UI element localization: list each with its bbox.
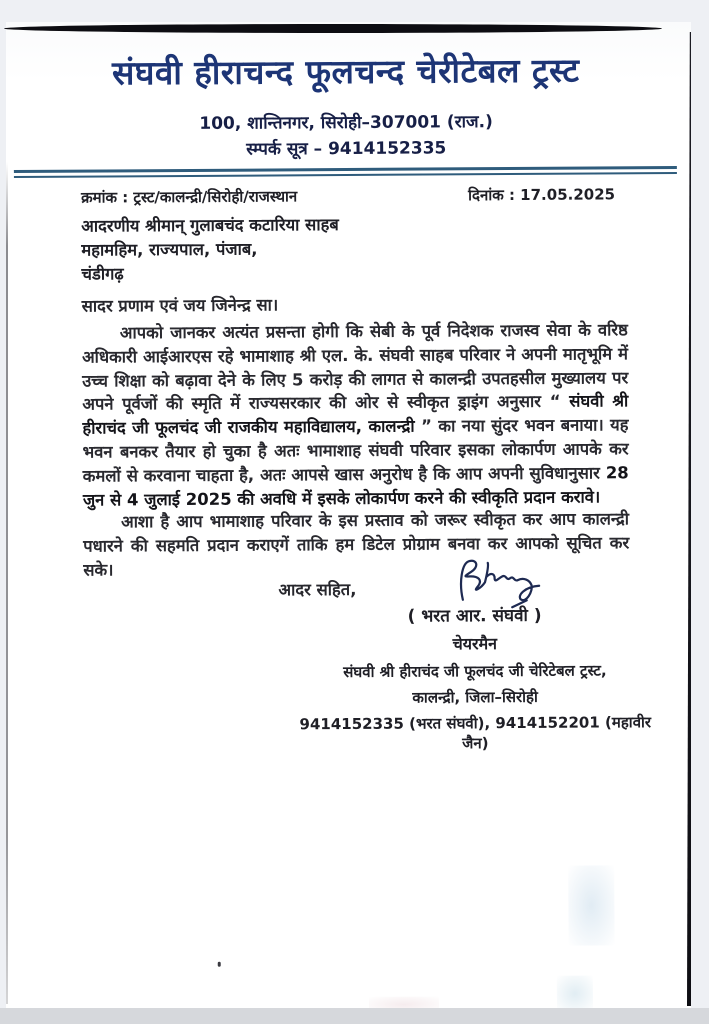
signatory-place: कालन्द्री, जिला–सिरोही <box>412 687 538 707</box>
scan-smudge <box>568 865 614 945</box>
letter-content <box>3 20 694 1010</box>
letterhead-address: 100, शान्तिनगर, सिरोही–307001 (राज.) <box>199 112 493 134</box>
signatory-phones: 9414152335 (भरत संघवी), 9414152201 (महावीर जैन) <box>299 713 652 753</box>
signatory-block <box>299 602 652 754</box>
para1-bold-college-name: संघवी श्री हीराचंद जी फूलचंद जी राजकीय महाविद्यालय, कालन्द्री <box>82 391 629 438</box>
reference-number: क्रमांक : ट्रस्ट/कालन्द्री/सिरोही/राजस्थान <box>81 187 298 207</box>
recipient-name: आदरणीय श्रीमान् गुलाबचंद कटारिया साहब <box>81 215 339 236</box>
letterhead-contact: स्म्पर्क सूत्र – 9414152335 <box>246 138 447 160</box>
recipient-designation: महामहिम, राज्यपाल, पंजाब, <box>81 239 258 260</box>
para1-text-2: ” का नया सुंदर भवन बनाया। यह भवन बनकर तैयार हो चुका है अतः भामाशाह संघवी परिवार इसका लोकार्पण आपके कर कमलों से करवाना चाहता है, अतः आपसे खास अनुरोध है कि आप अपनी सुविधानुसार <box>82 415 629 486</box>
letter-date: दिनांक : 17.05.2025 <box>468 185 616 205</box>
letter-paper <box>6 22 691 1008</box>
scan-bottom-margin <box>0 1008 709 1024</box>
para1-text-1: आपको जानकर अत्यंत प्रसन्ता होगी कि सेबी के पूर्व निदेशक राजस्व सेवा के वरिष्ठ अधिकारी आईआरएस रहे भामाशाह श्री एल. के. संघवी साहब परिवार ने अपनी मातृभूमि में उच्च शिक्षा को बढ़ावा देने के लिए 5 करोड़ की लागत से कालन्द्री उपतहसील मुख्यालय पर अपने पूर्वजों की स्मृति में राज्यसरकार की ओर से स्वीकृत ड्राइंग अनुसार “ <box>81 320 629 415</box>
signatory-title: चेयरमैन <box>452 634 498 654</box>
letterhead-org-name: संघवी हीराचन्द फूलचन्द चेरीटेबल ट्रस्ट <box>111 50 580 93</box>
letterhead-divider-rule <box>14 166 677 178</box>
reference-date-row <box>81 184 615 207</box>
stray-ink-dot <box>218 962 221 967</box>
body-paragraph-2: आशा है आप भामाशाह परिवार के इस प्रस्ताव को जरूर स्वीकृत कर आप कालन्द्री पधारने की सहमति प्रदान कराएगें ताकि हम डिटेल प्रोग्राम बनवा कर आपको सूचित कर सके। <box>83 509 630 580</box>
recipient-block <box>81 213 339 287</box>
scan-smudge <box>557 976 593 1012</box>
para1-bold-date-request: 28 जुन से 4 जुलाई 2025 की अवधि में इसके लोकार्पण करने की स्वीकृति प्रदान करावे। <box>82 463 629 510</box>
closing-regards: आदर सहित, <box>278 579 357 600</box>
signatory-name: ( भरत आर. संघवी ) <box>407 605 542 627</box>
salutation: सादर प्रणाम एवं जय जिनेन्द्र सा। <box>81 295 279 316</box>
signatory-organization: संघवी श्री हीराचंद जी फूलचंद जी चेरिटेबल ट्रस्ट, <box>343 661 607 682</box>
body-paragraph-1 <box>82 318 629 512</box>
recipient-city: चंडीगढ़ <box>81 264 124 284</box>
